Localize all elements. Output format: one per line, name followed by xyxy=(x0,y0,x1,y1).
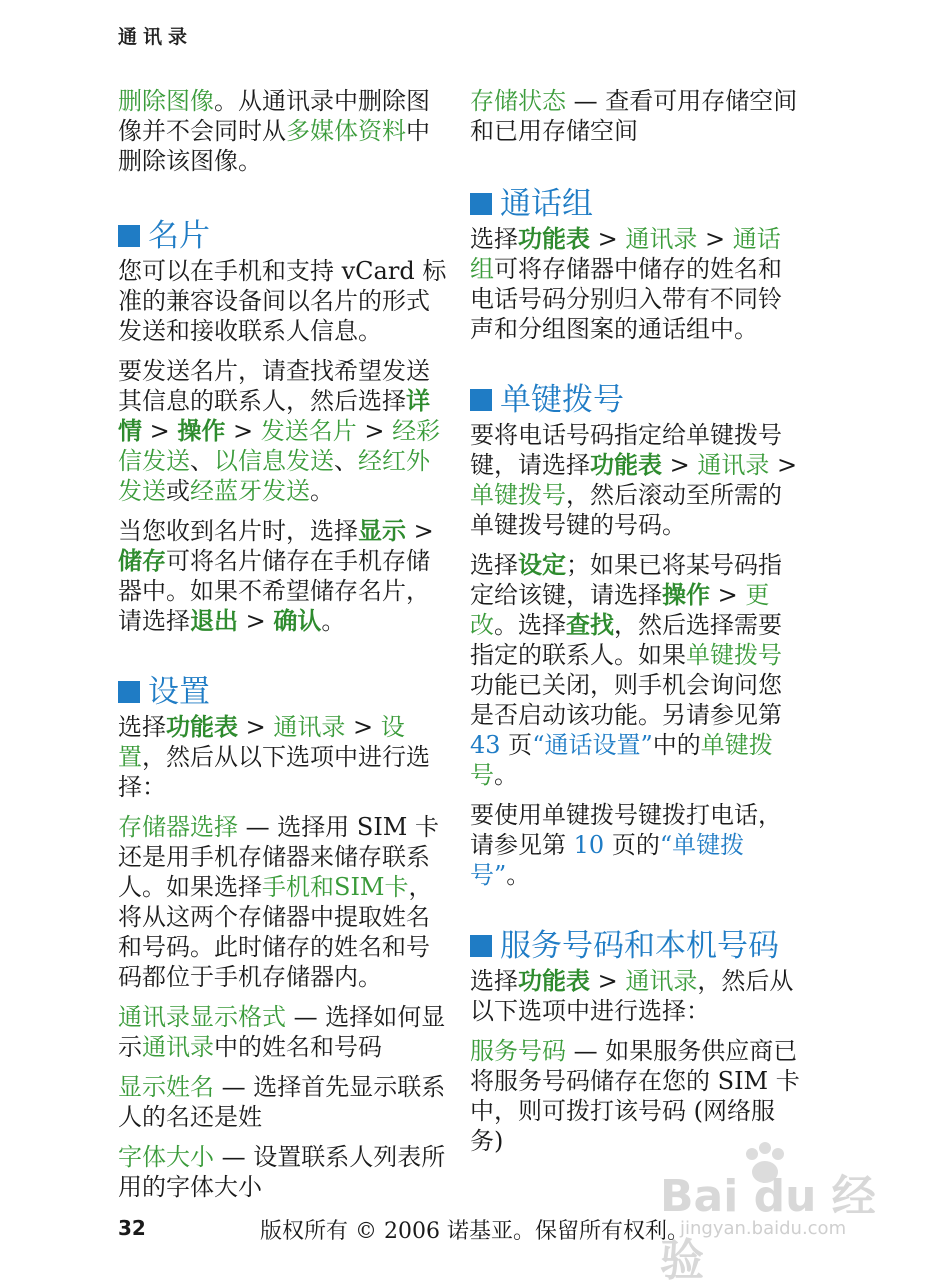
left-column xyxy=(118,86,450,1212)
heading-settings: 设置 xyxy=(118,672,450,712)
heading-square-icon xyxy=(470,193,492,215)
heading-square-icon xyxy=(118,681,140,703)
running-header: 通讯录 xyxy=(118,26,194,48)
term-multimedia: 多媒体资料 xyxy=(286,117,406,145)
heading-business-card: 名片 xyxy=(118,216,450,256)
paragraph-groups: 选择功能表 > 通讯录 > 通话组可将存储器中储存的姓名和电话号码分别归入带有不同铃声和分组图案的通话组中。 xyxy=(470,224,782,343)
paragraph-display-format: 通讯录显示格式 — 选择如何显示通讯录中的姓名和号码 xyxy=(118,1003,446,1061)
heading-square-icon xyxy=(118,225,140,247)
copyright-notice: 版权所有 © 2006 诺基亚。保留所有权利。 xyxy=(260,1219,689,1244)
right-column xyxy=(470,86,802,1166)
heading-caller-groups: 通话组 xyxy=(470,184,802,224)
heading-service-numbers: 服务号码和本机号码 xyxy=(470,926,802,966)
baidu-watermark xyxy=(660,1140,900,1286)
paragraph-send-card: 要发送名片，请查找希望发送其信息的联系人，然后选择详情 > 操作 > 发送名片 > 经彩信发送、以信息发送、经红外发送或经蓝牙发送。 xyxy=(118,357,441,505)
paragraph-font-size: 字体大小 — 设置联系人列表所用的字体大小 xyxy=(118,1143,446,1201)
heading-square-icon xyxy=(470,389,492,411)
paragraph-speed-dial-assign: 要将电话号码指定给单键拨号键，请选择功能表 > 通讯录 > 单键拨号，然后滚动至所需的单键拨号键的号码。 xyxy=(470,421,798,539)
paragraph-speed-dial-set: 选择设定；如果已将某号码指定给该键，请选择操作 > 更改。选择查找，然后选择需要指定的联系人。如果单键拨号功能已关闭，则手机会询问您是否启动该功能。另请参见第 43 页“通话设置”中的单键拨号。 xyxy=(470,550,782,789)
heading-square-icon xyxy=(470,935,492,957)
paragraph-settings-intro: 选择功能表 > 通讯录 > 设置，然后从以下选项中进行选择： xyxy=(118,712,430,801)
watermark-logo-text: Bai du 经验 xyxy=(660,1171,876,1286)
paragraph-delete-image: 删除图像。从通讯录中删除图像并不会同时从多媒体资料中删除该图像。 xyxy=(118,87,430,175)
paragraph-speed-dial-use: 要使用单键拨号键拨打电话，请参见第 10 页的“单键拨号”。 xyxy=(470,801,782,889)
term-delete-image: 删除图像 xyxy=(118,87,214,115)
watermark-url: jingyan.baidu.com xyxy=(680,1218,847,1239)
link-page-10[interactable]: 10 xyxy=(573,831,605,859)
heading-speed-dial: 单键拨号 xyxy=(470,380,802,420)
paragraph-service-intro: 选择功能表 > 通讯录，然后从以下选项中进行选择： xyxy=(470,966,794,1025)
paragraph-vcard: 您可以在手机和支持 vCard 标准的兼容设备间以名片的形式发送和接收联系人信息。 xyxy=(118,257,447,345)
paragraph-receive-card: 当您收到名片时，选择显示 > 储存可将名片储存在手机存储器中。如果不希望储存名片，请选择退出 > 确认。 xyxy=(118,516,434,635)
paragraph-memory-select: 存储器选择 — 选择用 SIM 卡还是用手机存储器来储存联系人。如果选择手机和SIM卡，将从这两个存储器中提取姓名和号码。此时储存的姓名和号码都位于手机存储器内。 xyxy=(118,813,440,991)
paragraph-display-name: 显示姓名 — 选择首先显示联系人的名还是姓 xyxy=(118,1073,446,1131)
page-number: 32 xyxy=(118,1216,146,1240)
paragraph-service-numbers: 服务号码 — 如果服务供应商已将服务号码储存在您的 SIM 卡中，则可拨打该号码 (网络服务) xyxy=(470,1037,800,1155)
link-call-settings[interactable]: “通话设置” xyxy=(532,731,653,759)
paragraph-memory-status: 存储状态 — 查看可用存储空间和已用存储空间 xyxy=(470,87,798,145)
link-page-43[interactable]: 43 xyxy=(470,731,501,759)
link-speed-dial[interactable]: “单键拨号” xyxy=(470,831,745,889)
